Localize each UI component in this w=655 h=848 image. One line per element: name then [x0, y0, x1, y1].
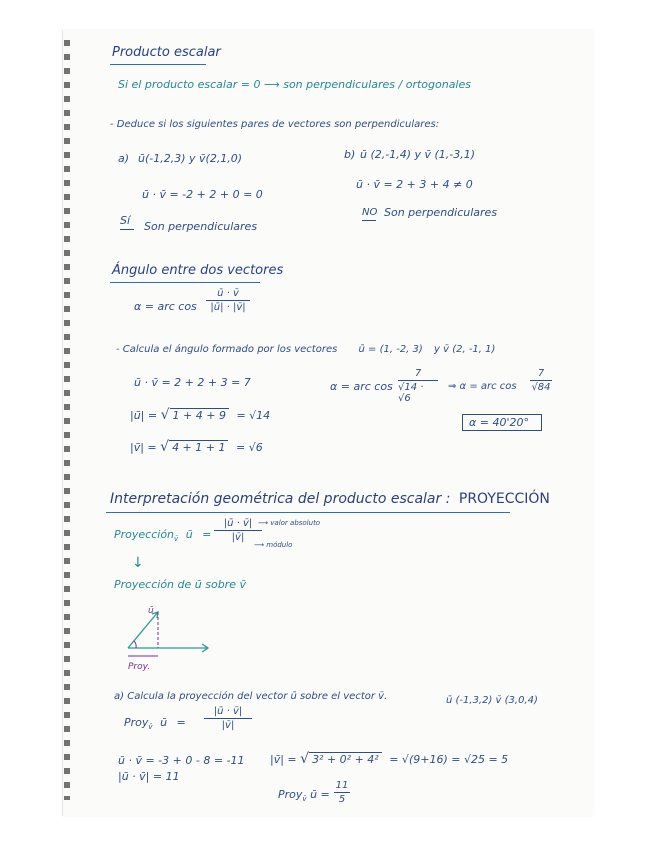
- proy-den-note: ⟶ módulo: [254, 541, 293, 549]
- b-label: b): [344, 148, 356, 161]
- exercise-projection: a) Calcula la proyección del vector ū sobre el vector v̄.: [114, 691, 388, 702]
- proj-dot-product: ū · v̄ = -3 + 0 - 8 = -11: [118, 754, 245, 767]
- norm-v: |v̄| = √ 4 + 1 + 1 = √6: [130, 439, 263, 455]
- alpha-arrow: ⇒ α = arc cos: [448, 381, 517, 392]
- title-underline-2: [110, 282, 260, 283]
- norm-u: |ū| = √ 1 + 4 + 9 = √14: [130, 407, 271, 423]
- a-vectors: ū(-1,2,3) y v̄(2,1,0): [138, 152, 243, 165]
- title-underline: [110, 64, 206, 65]
- no-underline: [362, 220, 376, 221]
- a-si: Sí: [120, 214, 131, 227]
- alpha-result-fraction: 7 √84: [531, 368, 551, 393]
- proj-norm-v: |v̄| = √ 3² + 0² + 4² = √(9+16) = √25 = 5: [270, 751, 509, 767]
- proy-formula-fraction: |ū · v̄| |v̄|: [204, 706, 252, 731]
- section-title-angulo: Ángulo entre dos vectores: [112, 263, 284, 278]
- title-underline-3: [106, 512, 510, 513]
- angle-result-box: α = 40'20°: [462, 414, 542, 431]
- a-conclusion: Son perpendiculares: [144, 220, 258, 233]
- exercise-perpendicular: - Deduce si los siguientes pares de vectores son perpendiculares:: [110, 119, 440, 130]
- si-underline: [120, 229, 134, 230]
- proy-description: Proyección de ū sobre v̄: [114, 578, 246, 591]
- a-calculation: ū · v̄ = -2 + 2 + 0 = 0: [142, 188, 263, 201]
- b-conclusion: Son perpendiculares: [384, 206, 498, 219]
- alpha-calc-fraction: 7 √14 · √6: [398, 368, 438, 404]
- spiral-binding: [64, 40, 70, 800]
- perpendicular-rule: Si el producto escalar = 0 ⟶ son perpendiculares / ortogonales: [118, 78, 471, 91]
- angle-arc: [134, 641, 136, 648]
- proy-def: Proyección$_{v̄}$ ū =: [114, 528, 212, 544]
- proy-fraction: |ū · v̄| |v̄|: [214, 518, 262, 543]
- alpha-den: |ū| · |v̄|: [210, 302, 246, 313]
- proj-final: Proy$_{v̄}$ ū =: [278, 788, 330, 804]
- diagram-proy-label: Proy.: [128, 662, 151, 672]
- alpha-formula: α = arc cos: [134, 300, 197, 313]
- angle-dot-product: ū · v̄ = 2 + 2 + 3 = 7: [134, 376, 251, 389]
- alpha-fraction: [206, 288, 250, 313]
- section-title-producto-escalar: Producto escalar: [112, 45, 221, 60]
- b-no: NO: [362, 207, 378, 218]
- a-label: a): [118, 152, 130, 165]
- exercise-angle: - Calcula el ángulo formado por los vectores ū = (1, -2, 3) y v̄ (2, -1, 1): [116, 344, 496, 355]
- alpha-num: ū · v̄: [217, 288, 239, 299]
- proj-abs-value: |ū · v̄| = 11: [118, 770, 180, 783]
- b-calculation: ū · v̄ = 2 + 3 + 4 ≠ 0: [356, 178, 473, 191]
- diagram-u-label: ū: [148, 606, 154, 616]
- proj-final-fraction: 11 5: [335, 780, 349, 805]
- exercise-vectors: ū (-1,3,2) v̄ (3,0,4): [446, 695, 538, 706]
- alpha-calc: α = arc cos: [330, 380, 393, 393]
- section-title-interpretacion: Interpretación geométrica del producto escalar : PROYECCIÓN: [110, 491, 550, 507]
- b-vectors: ū (2,-1,4) y v̄ (1,-3,1): [360, 148, 476, 161]
- down-arrow-icon: ↓: [132, 555, 144, 571]
- proy-num-note: ⟶ valor absoluto: [258, 519, 321, 527]
- proy-formula: Proy$_{v̄}$ ū =: [124, 716, 186, 732]
